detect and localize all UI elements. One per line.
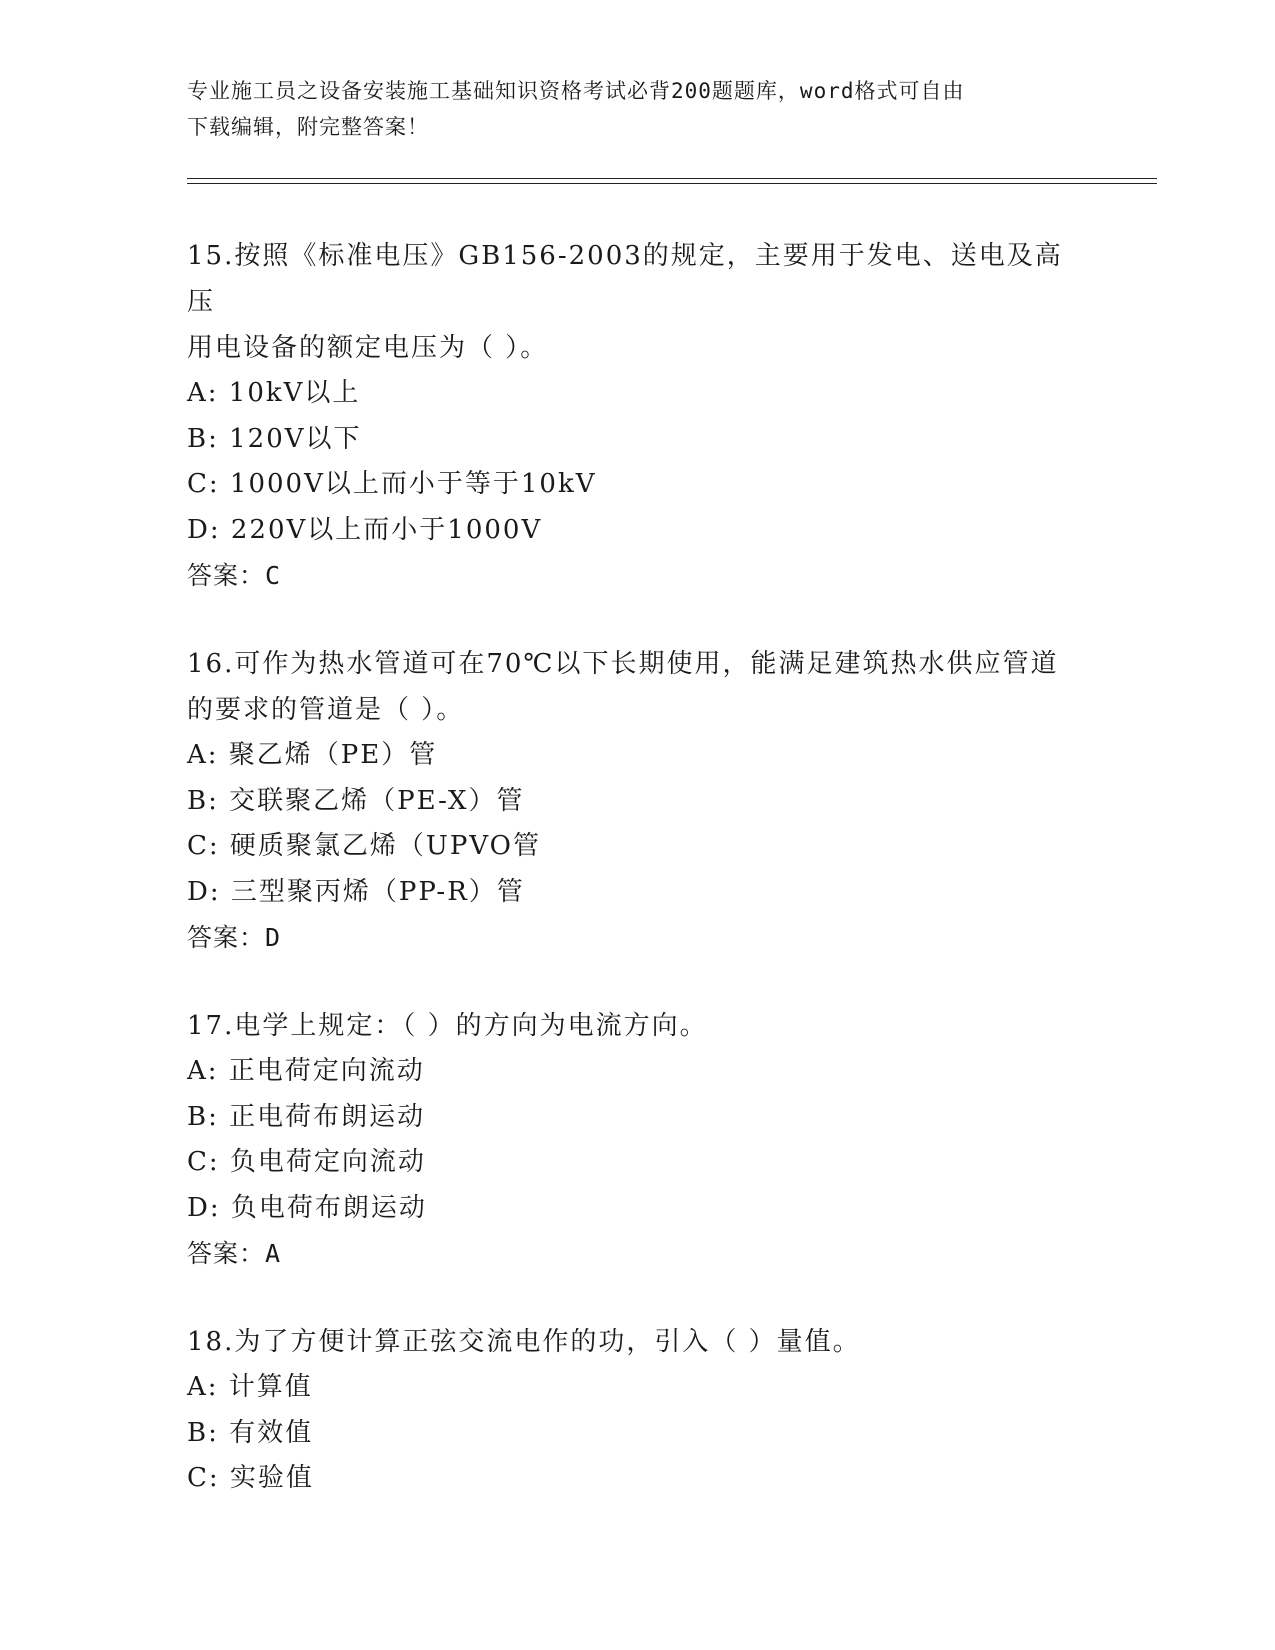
answer-label: 答案：D [187, 923, 282, 952]
option-a: A: 聚乙烯（PE）管 [187, 740, 438, 770]
option-a: A: 正电荷定向流动 [187, 1056, 425, 1086]
option-b: B: 交联聚乙烯（PE-X）管 [187, 785, 525, 816]
header-line-1: 专业施工员之设备安装施工基础知识资格考试必背200题题库，word格式可自由 [187, 79, 965, 103]
answer-label: 答案：C [187, 561, 282, 590]
option-d: D: 220V以上而小于1000V [187, 514, 543, 545]
option-c: C: 硬质聚氯乙烯（UPVO管 [187, 831, 541, 861]
question-text: 15.按照《标准电压》GB156-2003的规定，主要用于发电、送电及高压 [187, 241, 1063, 317]
question-text: 16.可作为热水管道可在70℃以下长期使用，能满足建筑热水供应管道 [187, 649, 1059, 679]
option-c: C: 1000V以上而小于等于10kV [187, 469, 597, 499]
option-c: C: 实验值 [187, 1463, 314, 1493]
header-divider-top [187, 178, 1157, 179]
question-17 [187, 1003, 1087, 1277]
question-list [187, 233, 1087, 1544]
header-divider-bottom [187, 183, 1157, 184]
option-b: B: 正电荷布朗运动 [187, 1101, 426, 1132]
option-d: D: 负电荷布朗运动 [187, 1192, 427, 1223]
answer-label: 答案：A [187, 1239, 282, 1268]
option-d: D: 三型聚丙烯（PP-R）管 [187, 876, 525, 907]
question-text: 18.为了方便计算正弦交流电作的功，引入（ ）量值。 [187, 1327, 861, 1357]
option-a: A: 计算值 [187, 1372, 313, 1402]
question-15 [187, 233, 1087, 599]
document-header [187, 73, 1067, 145]
question-18 [187, 1319, 1087, 1502]
header-line-2: 下载编辑，附完整答案！ [187, 115, 429, 139]
option-b: B: 有效值 [187, 1417, 314, 1448]
option-c: C: 负电荷定向流动 [187, 1147, 426, 1177]
question-16 [187, 641, 1087, 961]
option-a: A: 10kV以上 [187, 378, 361, 408]
option-b: B: 120V以下 [187, 423, 362, 454]
question-text: 17.电学上规定：（ ）的方向为电流方向。 [187, 1011, 708, 1041]
question-text: 用电设备的额定电压为（ ）。 [187, 333, 549, 363]
question-text: 的要求的管道是（ ）。 [187, 695, 465, 725]
